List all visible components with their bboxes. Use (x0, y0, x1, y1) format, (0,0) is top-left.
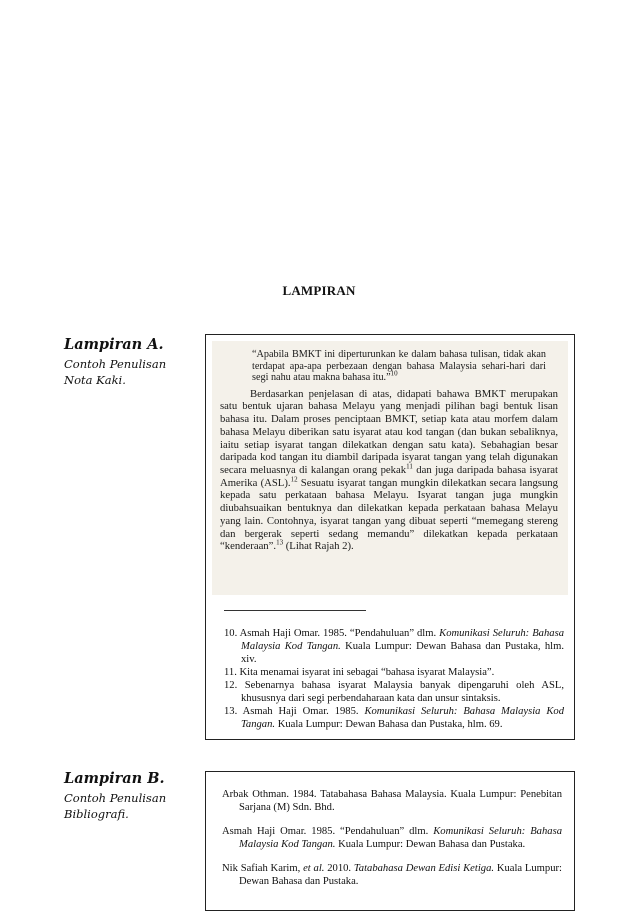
footnote-text: Asmah Haji Omar. 1985. “Pendahuluan” dlm. (237, 628, 440, 639)
bib-italic-title: Tatabahasa Dewan Edisi Ketiga. (353, 863, 495, 874)
appendix-a-title: Lampiran A. (64, 336, 164, 353)
footnote-number: 10. (224, 628, 238, 639)
bib-tail: Kuala Lumpur: Dewan Bahasa dan Pustaka. (335, 839, 526, 850)
excerpt-paragraph (220, 388, 558, 553)
excerpt-quote (252, 349, 546, 384)
para-part-3: Sesuatu isyarat tangan mungkin dilekatkan secara langsung kepada satu perkataan bahasa Melayu. Isyarat tangan juga mungkin diubahsuaikan bentuknya dan dilekatkan kepada perkataan bahasa Melayu yang lain. Contohnya, isyarat tangan yang dibuat seperti “memegang stereng dan bergerak seperti sedang memandu” dilekatkan kepada perkataan “kenderaan”. (220, 476, 558, 553)
bibliography (222, 788, 562, 899)
sup-11: 11 (406, 462, 413, 471)
appendix-b-title: Lampiran B. (64, 770, 165, 787)
footnote-text: Asmah Haji Omar. 1985. (237, 706, 365, 717)
bibliography-entry (222, 825, 562, 851)
footnote-text: Sebenarnya bahasa isyarat Malaysia banyak dipengaruhi oleh ASL, khususnya dari segi perbendaharaan kata dan unsur sintaksis. (237, 680, 564, 704)
bib-tail: 2010. (324, 863, 354, 874)
sup-13: 13 (276, 538, 284, 547)
para-part-1: Berdasarkan penjelasan di atas, didapati bahawa BMKT merupakan satu bentuk ujaran bahasa Melayu yang menjadi pilihan bagi bentuk lisan bahasa itu. Dalam proses penciptaan BMKT, setiap kata atau morfem dalam bahasa Melayu diberikan satu isyarat atau kod tangan (dan bukan sebaliknya, iaitu setiap isyarat tangan dilekatkan dengan satu kata). Sebahagian besar daripada kod tangan itu diambil daripada isyarat tangan yang telah digunakan secara meluasnya di kalangan orang pekak (220, 387, 558, 476)
footnote-number: 11. (224, 667, 237, 678)
footnote-italic: Komunikasi Seluruh: Bahasa Malaysia Kod Tangan. (241, 628, 564, 652)
bib-tail-2: Kuala Lumpur: Dewan Bahasa dan Pustaka. (239, 863, 562, 887)
footnote-italic: Komunikasi Seluruh: Bahasa Malaysia Kod Tangan. (241, 706, 564, 730)
bib-text: Arbak Othman. 1984. Tatabahasa Bahasa Malaysia. Kuala Lumpur: Penebitan Sarjana (M) Sdn. Bhd. (222, 789, 562, 813)
footnotes (224, 627, 564, 731)
footnote-tail: Kuala Lumpur: Dewan Bahasa dan Pustaka, hlm. 69. (275, 719, 503, 730)
footnote-number: 13. (224, 706, 238, 717)
appendix-b-box (205, 771, 575, 911)
bibliography-entry (222, 788, 562, 814)
scanned-book-excerpt (212, 341, 568, 595)
para-part-4: (Lihat Rajah 2). (283, 540, 354, 553)
bib-text: Asmah Haji Omar. 1985. “Pendahuluan” dlm. (222, 826, 434, 837)
appendix-a-box (205, 334, 575, 740)
footnote-number: 12. (224, 680, 238, 691)
para-part-2: dan juga daripada bahasa isyarat Amerika (ASL). (220, 464, 559, 489)
footnote-item (224, 705, 564, 731)
footnote-item (224, 679, 564, 705)
footnote-item (224, 666, 564, 679)
page-title: LAMPIRAN (282, 283, 356, 298)
bib-italic: et al. (303, 863, 325, 874)
appendix-a-subtitle: Contoh Penulisan Nota Kaki. (64, 357, 167, 387)
sup-12: 12 (290, 475, 298, 484)
footnote-text: Kita menamai isyarat ini sebagai “bahasa isyarat Malaysia”. (236, 667, 495, 678)
bib-italic: Komunikasi Seluruh: Bahasa Malaysia Kod Tangan. (239, 826, 562, 850)
quote-sup: 10 (390, 369, 398, 378)
bibliography-entry (222, 862, 562, 888)
appendix-b-subtitle: Contoh Penulisan Bibliografi. (64, 791, 167, 821)
appendix-a-label (64, 336, 194, 388)
appendix-b-label (64, 770, 194, 822)
bib-text: Nik Safiah Karim, (222, 863, 304, 874)
footnote-divider (224, 610, 366, 611)
footnote-item (224, 627, 564, 666)
quote-text: “Apabila BMKT ini diperturunkan ke dalam bahasa tulisan, tidak akan terdapat apa-apa perbezaan dengan bahasa Malaysia sehari-hari dari segi nahu atau makna bahasa itu.” (252, 349, 546, 384)
footnote-tail: Kuala Lumpur: Dewan Bahasa dan Pustaka, hlm. xiv. (241, 641, 565, 665)
